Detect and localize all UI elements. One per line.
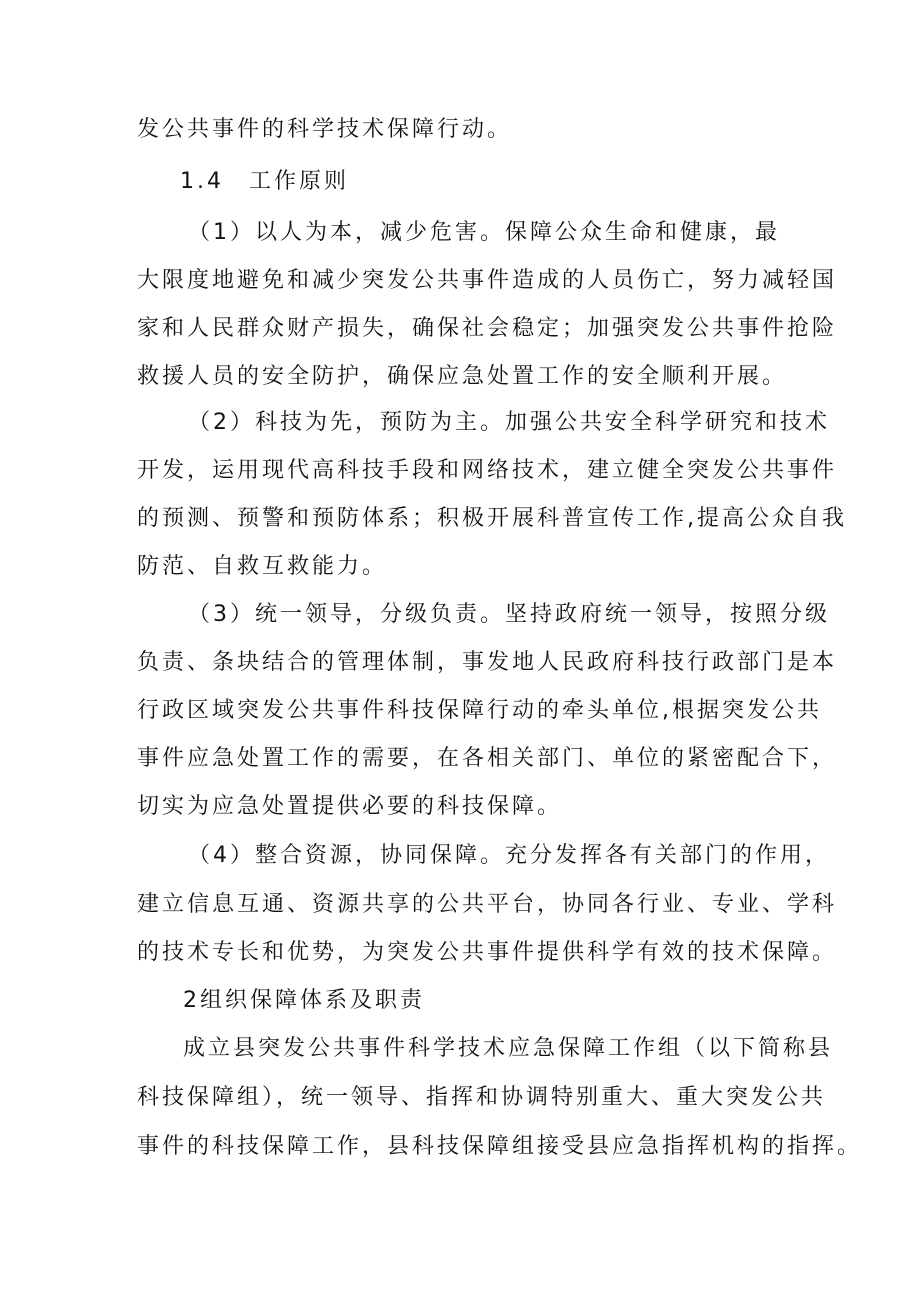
text-line: 家和人民群众财产损失，确保社会稳定；加强突发公共事件抢险 <box>137 316 838 341</box>
text-line: 防范、自救互救能力。 <box>137 554 388 579</box>
text-line: （3）统一领导，分级负责。坚持政府统一领导，按照分级 <box>188 602 830 627</box>
text-line: 事件的科技保障工作，县科技保障组接受县应急指挥机构的指挥。 <box>137 1134 863 1159</box>
text-line: （4）整合资源，协同保障。充分发挥各有关部门的作用， <box>188 843 830 868</box>
text-line: 成立县突发公共事件科学技术应急保障工作组（以下简称县 <box>183 1036 834 1061</box>
text-line: （2）科技为先，预防为主。加强公共安全科学研究和技术 <box>188 410 830 435</box>
text-line: 负责、条块结合的管理体制，事发地人民政府科技行政部门是本 <box>137 650 838 675</box>
text-line: （1）以人为本，减少危害。保障公众生命和健康，最 <box>188 220 780 245</box>
text-line: 的预测、预警和预防体系；积极开展科普宣传工作,提高公众自我 <box>137 506 847 531</box>
text-line: 行政区域突发公共事件科技保障行动的牵头单位,根据突发公共 <box>137 698 822 723</box>
text-line: 救援人员的安全防护，确保应急处置工作的安全顺利开展。 <box>137 364 788 389</box>
text-line: 的技术专长和优势，为突发公共事件提供科学有效的技术保障。 <box>137 940 838 965</box>
text-line: 大限度地避免和减少突发公共事件造成的人员伤亡，努力减轻国 <box>137 268 838 293</box>
text-line: 开发，运用现代高科技手段和网络技术，建立健全突发公共事件 <box>137 458 838 483</box>
section-heading: 1.4 工作原则 <box>180 169 349 194</box>
section-heading: 2组织保障体系及职责 <box>183 988 425 1013</box>
text-line: 事件应急处置工作的需要，在各相关部门、单位的紧密配合下， <box>137 746 838 771</box>
text-line: 建立信息互通、资源共享的公共平台，协同各行业、专业、学科 <box>137 892 838 917</box>
text-line: 切实为应急处置提供必要的科技保障。 <box>137 794 563 819</box>
text-line: 发公共事件的科学技术保障行动。 <box>137 117 513 142</box>
text-line: 科技保障组），统一领导、指挥和协调特别重大、重大突发公共 <box>137 1085 827 1110</box>
